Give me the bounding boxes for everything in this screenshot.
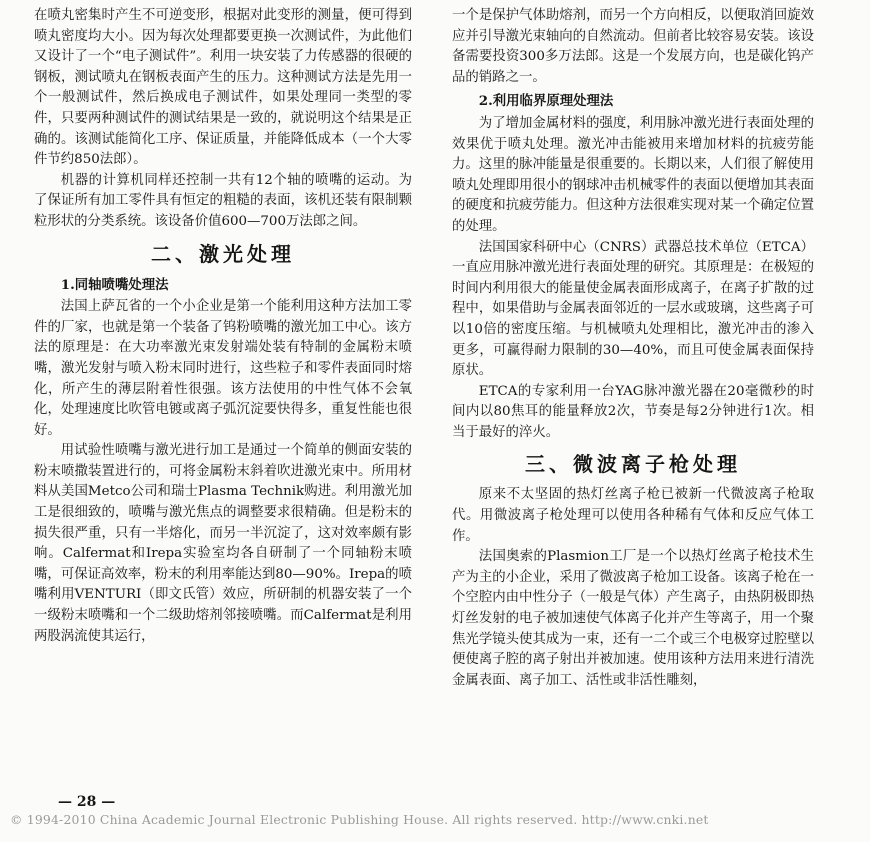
section-title: 三、微波离子枪处理	[525, 452, 741, 477]
paragraph: 机器的计算机同样还控制一共有12个轴的喷嘴的运动。为了保证所有加工零件具有恒定的粗糙的表面，该机还装有限制颗粒形状的分类系统。该设备价值600—700万法郎之间。	[34, 172, 412, 229]
subsection-title: 2.利用临界原理处理法	[478, 93, 614, 110]
paragraph: 法国上萨瓦省的一个小企业是第一个能利用这种方法加工零件的厂家，也就是第一个装备了钨粉喷嘴的激光加工中心。该方法的原理是：在大功率激光束发射端处装有特制的金属粉末喷嘴，激光发射与喷入粉末同时进行，这些粒子和零件表面同时熔化，所产生的薄层附着性很强。该方法使用的中性气体不会氧化，处理速度比吹管电镀或离子弧沉淀要快得多，重复性能也很好。	[34, 299, 412, 438]
page-number: — 28 —	[58, 794, 116, 810]
right-column	[452, 6, 814, 691]
paragraph: 一个是保护气体助熔剂，而另一个方向相反，以便取消回旋效应并引导激光束轴向的自然流动。但前者比较容易安装。该设备需要投资300多万法郎。这是一个发展方向，也是碳化钨产品的销路之一。	[452, 8, 814, 85]
paragraph: 法国国家科研中心（CNRS）武器总技术单位（ETCA）一直应用脉冲激光进行表面处理的研究。其原理是：在极短的时间内利用很大的能量使金属表面形成离子，在离子扩散的过程中，如果借助与金属表面邻近的一层水或玻璃，这些离子可以10倍的密度压缩。与机械喷丸处理相比，激光冲击的渗入更多，可赢得耐力限制的30—40%，而且可使金属表面保持原状。	[452, 239, 814, 379]
paragraph: ETCA的专家利用一台YAG脉冲激光器在20毫微秒的时间内以80焦耳的能量释放2次，节奏是每2分钟进行1次。相当于最好的淬火。	[452, 383, 814, 440]
paragraph: 法国奥索的Plasmion工厂是一个以热灯丝离子枪技术生产为主的小企业，采用了微波离子枪加工设备。该离子枪在一个空腔内由中性分子（一般是气体）产生离子，由热阴极即热灯丝发射的电子被加速使气体离子化并产生等离子，用一个聚焦光学镜头使其成为一束，还有一二个或三个电极穿过腔壁以便使离子腔的离子射出并被加速。使用该种方法用来进行清洗金属表面、离子加工、活性或非活性雕刻，	[452, 549, 814, 688]
section-title: 二、激光处理	[151, 241, 295, 266]
paragraph: 为了增加金属材料的强度，利用脉冲激光进行表面处理的效果优于喷丸处理。激光冲击能被用来增加材料的抗疲劳能力。这里的脉冲能量是很重要的。长期以来，人们很了解使用喷丸处理即用很小的钢球冲击机械零件的表面以便增加其表面的硬度和抗疲劳能力。但这种方法很难实现对某一个确定位置的处理。	[452, 115, 814, 234]
paragraph: 在喷丸密集时产生不可逆变形，根据对此变形的测量，便可得到喷丸密度均大小。因为每次处理都要更换一次测试件，为此他们又设计了一个“电子测试件”。利用一块安装了力传感器的很硬的钢板，测试喷丸在钢板表面产生的压力。这种测试方法是先用一个一般测试件，然后换成电子测试件，如果处理同一类型的零件，只要两种测试件的测试结果是一致的，就说明这个结果是正确的。该测试能简化工序、保证质量，并能降低成本（一个大零件节约850法郎）。	[34, 8, 412, 168]
copyright-notice: © 1994-2010 China Academic Journal Electronic Publishing House. All rights reserved. http://www.cnki.net	[10, 812, 709, 827]
subsection-title: 1.同轴喷嘴处理法	[60, 276, 169, 293]
left-column	[34, 6, 412, 647]
paragraph: 原来不太坚固的热灯丝离子枪已被新一代微波离子枪取代。用微波离子枪处理可以使用各种稀有气体和反应气体工作。	[452, 487, 814, 544]
paragraph: 用试验性喷嘴与激光进行加工是通过一个简单的侧面安装的粉末喷撒装置进行的，可将金属粉末斜着吹进激光束中。所用材料从美国Metco公司和瑞士Plasma Technik购进。利用激光加工是很细致的，喷嘴与激光焦点的调整要求很精确。但是粉末的损失很严重，只有一半熔化，而另一半沉淀了，这对效率颇有影响。Calfermat和Irepa实验室均各自研制了一个同轴粉末喷嘴，可保证高效率，粉末的利用率能达到80—90%。Irepa的喷嘴利用VENTURI（即文氏管）效应，所研制的机器安装了一个一级粉末喷嘴和一个二级助熔剂邻接喷嘴。而Calfermat是利用两股涡流使其运行，	[34, 443, 412, 644]
